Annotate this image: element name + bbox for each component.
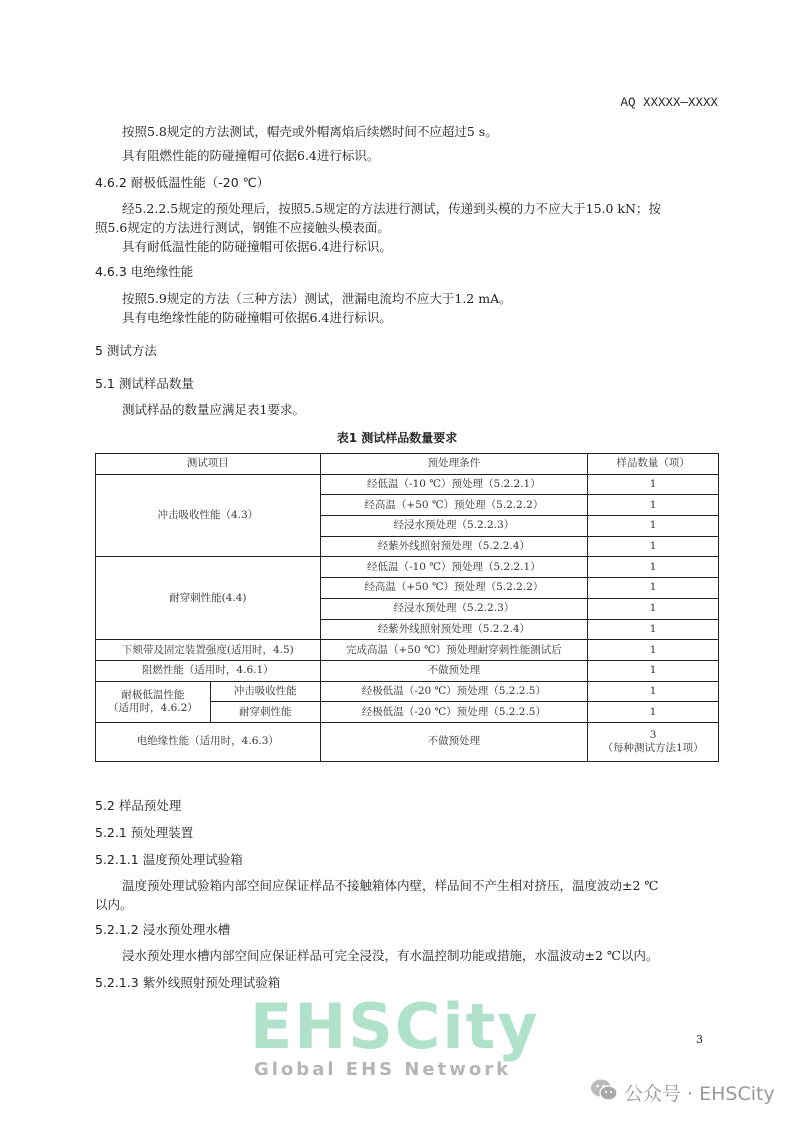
condition-cell: 经高温（+50 ℃）预处理（5.2.2.2）	[320, 495, 588, 516]
quantity-cell: 1	[588, 557, 719, 578]
quantity-cell: 1	[588, 660, 719, 681]
table-caption: 表1 测试样品数量要求	[336, 431, 458, 445]
condition-cell: 经极低温（-20 ℃）预处理（5.2.2.5）	[320, 681, 588, 702]
section-heading: 5.2.1.3 紫外线照射预处理试验箱	[95, 975, 281, 990]
paragraph: 测试样品的数量应满足表1要求。	[122, 402, 305, 417]
quantity-cell: 1	[588, 702, 719, 723]
table-row	[96, 474, 719, 495]
condition-cell: 经浸水预处理（5.2.2.3）	[320, 598, 588, 619]
quantity-note: （每种测试方法1项）	[602, 741, 704, 754]
section-heading: 5.2 样品预处理	[95, 798, 182, 813]
condition-cell: 经低温（-10 ℃）预处理（5.2.2.1）	[320, 474, 588, 495]
paragraph: 按照5.8规定的方法测试，帽壳或外帽离焰后续燃时间不应超过5 s。	[122, 124, 498, 139]
table-header-row	[96, 454, 719, 475]
paragraph: 具有耐低温性能的防碰撞帽可依据6.4进行标识。	[122, 239, 392, 254]
paragraph: 浸水预处理水槽内部空间应保证样品可完全浸没，有水温控制功能或措施，水温波动±2 ℃以内。	[122, 948, 659, 963]
quantity-cell: 1	[588, 681, 719, 702]
footer-label: 公众号 · EHSCity	[624, 1083, 775, 1105]
quantity-cell: 1	[588, 598, 719, 619]
quantity-cell: 1	[588, 640, 719, 661]
sample-quantity-table	[95, 453, 719, 762]
paragraph: 以内。	[95, 897, 133, 912]
quantity-cell: 1	[588, 619, 719, 640]
quantity-cell: 1	[588, 516, 719, 537]
table-row	[96, 681, 719, 702]
quantity-value: 3	[649, 728, 657, 741]
paragraph: 经5.2.2.5规定的预处理后，按照5.5规定的方法进行测试，传递到头模的力不应大于15.0 kN；按	[122, 201, 661, 216]
paragraph: 具有电绝缘性能的防碰撞帽可依据6.4进行标识。	[122, 310, 392, 325]
section-heading: 5 测试方法	[95, 343, 157, 358]
condition-cell: 不做预处理	[320, 660, 588, 681]
condition-cell: 完成高温（+50 ℃）预处理耐穿刺性能测试后	[320, 640, 588, 661]
header-cell: 样品数量（项）	[588, 454, 719, 475]
quantity-cell	[588, 722, 719, 761]
test-item-cell: 耐穿刺性能(4.4)	[96, 557, 321, 640]
condition-cell: 经紫外线照射预处理（5.2.2.4）	[320, 536, 588, 557]
test-item-cell: 电绝缘性能（适用时，4.6.3）	[96, 722, 321, 761]
table-row	[96, 640, 719, 661]
test-item-cell: 冲击吸收性能（4.3）	[96, 474, 321, 557]
sub-item-cell: 冲击吸收性能	[210, 681, 320, 702]
section-heading: 4.6.3 电绝缘性能	[95, 264, 194, 279]
section-heading: 5.2.1.1 温度预处理试验箱	[95, 852, 243, 867]
paragraph: 具有阻燃性能的防碰撞帽可依据6.4进行标识。	[122, 148, 380, 163]
paragraph: 温度预处理试验箱内部空间应保证样品不接触箱体内壁，样品间不产生相对挤压，温度波动±2 ℃	[122, 878, 659, 893]
watermark-logo: EHSCity	[250, 990, 540, 1063]
page-number: 3	[696, 1033, 703, 1046]
header-cell: 预处理条件	[320, 454, 588, 475]
document-code: AQ XXXXX—XXXX	[620, 96, 718, 110]
test-item-cell: 下颏带及固定装置强度(适用时，4.5)	[96, 640, 321, 661]
table-row	[96, 660, 719, 681]
sub-item-cell: 耐穿刺性能	[210, 702, 320, 723]
paragraph: 按照5.9规定的方法（三种方法）测试，泄漏电流均不应大于1.2 mA。	[122, 291, 512, 306]
test-item-cell	[96, 681, 211, 722]
cold-label-line1: 耐极低温性能	[121, 688, 185, 701]
watermark-tagline: Global EHS Network	[254, 1059, 512, 1080]
condition-cell: 经浸水预处理（5.2.2.3）	[320, 516, 588, 537]
condition-cell: 经高温（+50 ℃）预处理（5.2.2.2）	[320, 578, 588, 599]
condition-cell: 经低温（-10 ℃）预处理（5.2.2.1）	[320, 557, 588, 578]
table-row	[96, 557, 719, 578]
section-heading: 4.6.2 耐极低温性能（-20 ℃）	[95, 175, 270, 190]
header-cell: 测试项目	[96, 454, 321, 475]
quantity-cell: 1	[588, 495, 719, 516]
cold-label-line2: （适用时，4.6.2）	[108, 701, 198, 714]
wechat-icon	[590, 1078, 618, 1107]
test-item-cell: 阻燃性能（适用时，4.6.1）	[96, 660, 321, 681]
section-heading: 5.1 测试样品数量	[95, 376, 194, 391]
paragraph: 照5.6规定的方法进行测试，钢锥不应接触头模表面。	[95, 220, 390, 235]
wechat-footer	[590, 1078, 775, 1107]
section-heading: 5.2.1 预处理装置	[95, 825, 194, 840]
condition-cell: 经紫外线照射预处理（5.2.2.4）	[320, 619, 588, 640]
quantity-cell: 1	[588, 536, 719, 557]
quantity-cell: 1	[588, 474, 719, 495]
condition-cell: 经极低温（-20 ℃）预处理（5.2.2.5）	[320, 702, 588, 723]
table-row	[96, 722, 719, 761]
quantity-cell: 1	[588, 578, 719, 599]
section-heading: 5.2.1.2 浸水预处理水槽	[95, 922, 231, 937]
condition-cell: 不做预处理	[320, 722, 588, 761]
